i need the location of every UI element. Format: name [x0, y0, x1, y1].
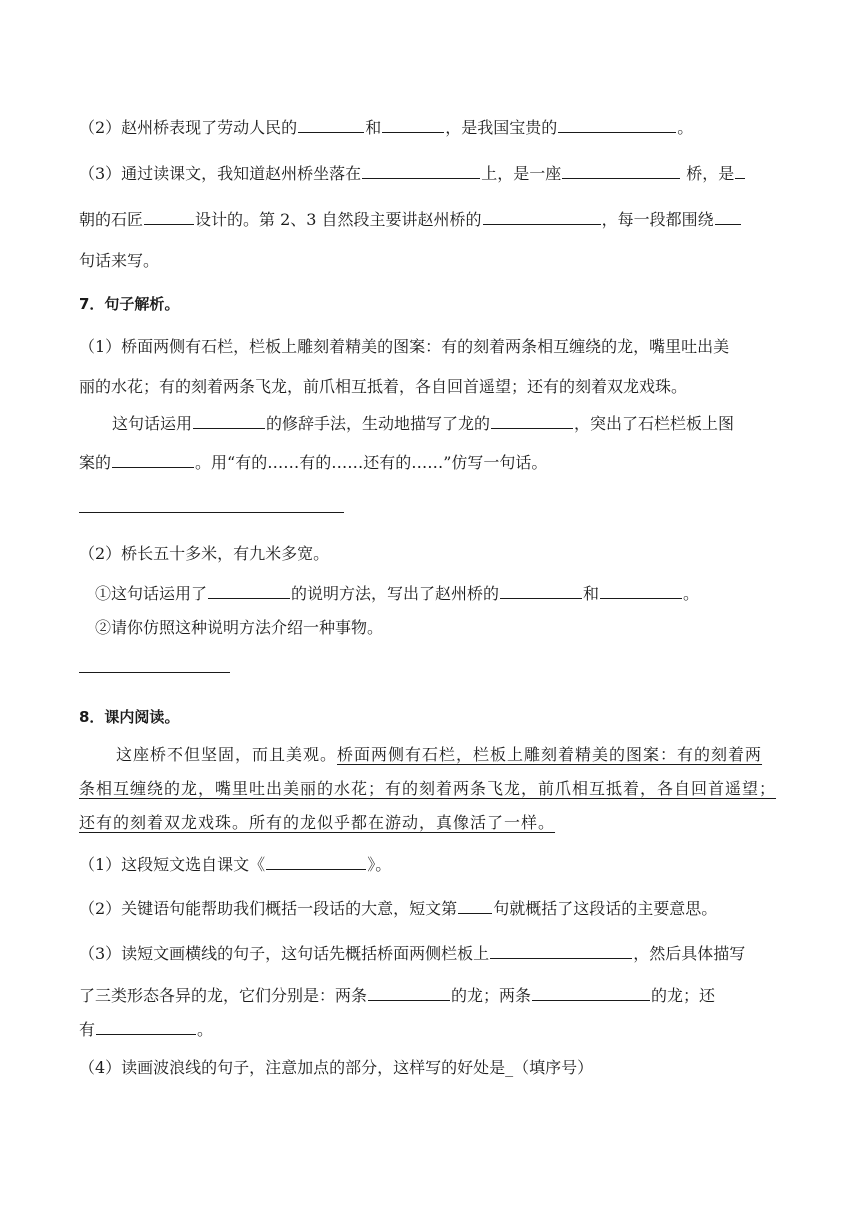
- answer-line[interactable]: [79, 672, 230, 673]
- underlined-sentence: 桥面两侧有石栏，栏板上雕刻着精美的图案：有的刻着两: [337, 745, 763, 764]
- answer-blank[interactable]: [458, 897, 492, 914]
- text: ，是我国宝贵的: [445, 118, 558, 137]
- text: 上，是一座: [481, 164, 562, 183]
- text: 了三类形态各异的龙，它们分别是：两条: [79, 986, 368, 1005]
- answer-blank[interactable]: [362, 162, 480, 179]
- passage-line2: 条相互缠绕的龙，嘴里吐出美丽的水花；有的刻着两条飞龙，前爪相互抵着，各自回首遥望；: [79, 779, 777, 798]
- text: 这句话运用: [112, 414, 193, 433]
- question-8-heading: 8．课内阅读。: [79, 708, 180, 726]
- text: 和: [583, 584, 600, 603]
- question-7-1-task-cont: [79, 451, 547, 474]
- answer-blank[interactable]: [208, 582, 290, 599]
- answer-blank[interactable]: [144, 208, 194, 225]
- question-8-3-end: [79, 1018, 213, 1041]
- question-7-1-line1: （1）桥面两侧有石栏，栏板上雕刻着精美的图案：有的刻着两条相互缠绕的龙，嘴里吐出美: [79, 337, 730, 356]
- text: 的龙；还: [651, 986, 716, 1005]
- text: （2）赵州桥表现了劳动人民的: [79, 118, 298, 137]
- text: 桥，是: [681, 164, 735, 183]
- passage-line1: [116, 744, 762, 766]
- question-8-3-cont: [79, 984, 715, 1007]
- answer-blank[interactable]: [193, 412, 265, 429]
- question-6-3-cont: [79, 208, 742, 231]
- text: 。用“有的……有的……还有的……”仿写一句话。: [195, 453, 548, 472]
- text: （3）读短文画横线的句子，这句话先概括桥面两侧栏板上: [79, 944, 490, 963]
- question-7-1-task: [112, 412, 734, 435]
- question-8-3: [79, 942, 745, 965]
- text: 有: [79, 1020, 96, 1039]
- question-7-2-1: [95, 582, 699, 605]
- text: 案的: [79, 453, 112, 472]
- question-7-2: （2）桥长五十多米，有九米多宽。: [79, 544, 330, 563]
- answer-blank[interactable]: [532, 984, 650, 1001]
- answer-blank[interactable]: [483, 208, 601, 225]
- answer-blank[interactable]: [368, 984, 450, 1001]
- text: 的修辞手法，生动地描写了龙的: [266, 414, 491, 433]
- question-8-2: [79, 897, 717, 920]
- text: 这座桥不但坚固，而且美观。: [116, 745, 338, 764]
- text: 的说明方法，写出了赵州桥的: [291, 584, 500, 603]
- text: （2）关键语句能帮助我们概括一段话的大意，短文第: [79, 899, 458, 918]
- answer-blank[interactable]: [266, 853, 366, 870]
- text: 。: [197, 1020, 214, 1039]
- question-6-3-end: 句话来写。: [79, 251, 160, 270]
- answer-blank[interactable]: [490, 942, 632, 959]
- question-7-1-line2: 丽的水花；有的刻着两条飞龙，前爪相互抵着，各自回首遥望；还有的刻着双龙戏珠。: [79, 377, 688, 396]
- text: ，然后具体描写: [633, 944, 746, 963]
- answer-blank[interactable]: [562, 162, 680, 179]
- passage-line3: [79, 812, 555, 834]
- text: ，突出了石栏栏板上图: [574, 414, 735, 433]
- answer-blank[interactable]: [600, 582, 682, 599]
- question-7-2-2: ②请你仿照这种说明方法介绍一种事物。: [95, 618, 384, 637]
- text: ①这句话运用了: [95, 584, 208, 603]
- question-8-4: （4）读画波浪线的句子，注意加点的部分，这样写的好处是_（填序号）: [79, 1058, 594, 1077]
- text: 设计的。第 2、3 自然段主要讲赵州桥的: [195, 210, 482, 229]
- question-7-heading: 7．句子解析。: [79, 295, 180, 313]
- answer-line[interactable]: [79, 512, 344, 513]
- text: 。: [677, 118, 694, 137]
- text: 》。: [367, 855, 392, 874]
- answer-blank[interactable]: [491, 412, 573, 429]
- answer-blank[interactable]: [735, 162, 745, 179]
- answer-blank[interactable]: [298, 116, 364, 133]
- question-6-2: [79, 116, 693, 139]
- text: 的龙；两条: [451, 986, 532, 1005]
- text: （3）通过读课文，我知道赵州桥坐落在: [79, 164, 362, 183]
- answer-blank[interactable]: [558, 116, 676, 133]
- question-8-1: [79, 853, 391, 876]
- answer-blank[interactable]: [500, 582, 582, 599]
- text: 句就概括了这段话的主要意思。: [493, 899, 718, 918]
- text: 朝的石匠: [79, 210, 144, 229]
- answer-blank[interactable]: [715, 208, 741, 225]
- underlined-sentence: 还有的刻着双龙戏珠: [79, 813, 233, 832]
- question-6-3: [79, 162, 746, 185]
- text: 。所有的龙似乎都在游动，真像活了一样。: [232, 813, 556, 832]
- text: 。: [683, 584, 700, 603]
- text: ，每一段都围绕: [601, 210, 714, 229]
- answer-blank[interactable]: [112, 451, 194, 468]
- text: 和: [365, 118, 382, 137]
- text: （1）这段短文选自课文《: [79, 855, 266, 874]
- answer-blank[interactable]: [96, 1018, 196, 1035]
- answer-blank[interactable]: [382, 116, 444, 133]
